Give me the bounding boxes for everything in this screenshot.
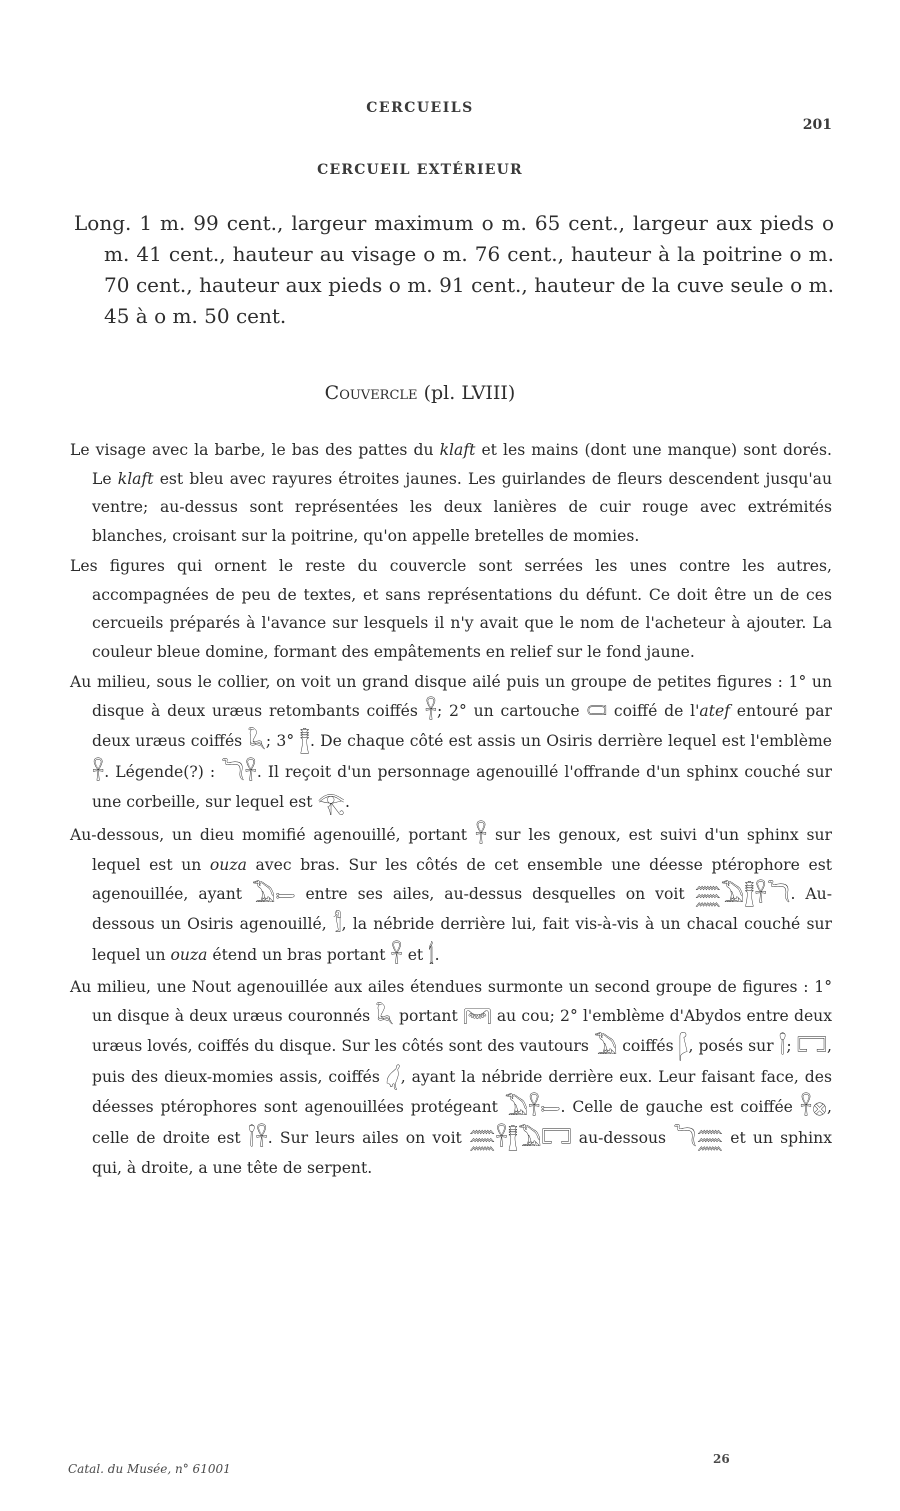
text-run: . (434, 945, 440, 964)
text-run: . Sur leurs ailes on voit (267, 1128, 469, 1147)
text-run: . Il reçoit d'un personnage agenouillé l'offrande d'un sphinx couché sur une corbeille, sur lequel est (92, 762, 833, 811)
italic-term: ouza (209, 856, 247, 874)
hieroglyph-legend-icon: 𓆓𓋹 (221, 760, 257, 786)
hieroglyph-below-icon: 𓆓𓈗 (673, 1126, 724, 1152)
hieroglyph-crowned-uraeus-icon: 𓆗 (375, 1004, 394, 1030)
text-run: au-dessous (571, 1128, 674, 1147)
hieroglyph-column-icon: 𓊽 (299, 730, 310, 755)
paragraph-3 (70, 668, 832, 819)
italic-term: klaft (439, 441, 476, 459)
paragraph-1 (70, 436, 832, 550)
text-run: et les mains (dont une manque) sont dorés. Le (92, 441, 832, 488)
text-run: Au milieu, sous le collier, on voit un grand disque ailé puis un groupe de petites figures : 1° un disque à deux uræus retombants coiffés (70, 673, 832, 720)
text-run: coiffés (617, 1037, 679, 1055)
hieroglyph-emblem-icon: 𓋹 (92, 760, 105, 786)
hieroglyph-vulture-icon: 𓅐 (593, 1035, 618, 1060)
hieroglyph-pendant-icon: 𓋞 (462, 1004, 492, 1030)
text-run: , ayant la nébride derrière eux. Leur faisant face, des déesses ptérophores sont agenouillées protégeant (92, 1067, 832, 1116)
hieroglyph-perch-icon: 𓌉 (778, 1035, 787, 1060)
hieroglyph-cartouche-icon: 𓍷 (586, 699, 608, 725)
section-title: CERCUEIL EXTÉRIEUR (317, 162, 523, 178)
text-run: étend un bras portant (207, 945, 391, 964)
subheading-plate: (pl. LVIII) (423, 382, 516, 404)
paragraph-5 (70, 973, 832, 1183)
text-run: entre ses ailes, au-dessus desquelles on voit (295, 884, 695, 903)
paragraph-4 (70, 821, 832, 972)
subheading-word: Couvercle (324, 382, 418, 404)
signature-mark: 26 (713, 1452, 730, 1466)
catalogue-reference: Catal. du Musée, n° 61001 (68, 1462, 231, 1476)
hieroglyph-ankh-icon: 𓋹 (474, 823, 488, 849)
page-number: 201 (802, 117, 832, 133)
hieroglyph-crown-icon: 𓋑 (385, 1065, 401, 1091)
text-run: , celle de droite est (92, 1098, 832, 1147)
text-run: avec bras. Sur les côtés de cet ensemble une déesse ptérophore est agenouillée, ayant (92, 856, 832, 903)
hieroglyph-disk-uraei-icon: 𓋹 (424, 699, 437, 725)
text-run: , la nébride derrière lui, fait vis-à-vis à un chacal couché sur lequel un (92, 915, 832, 964)
text-run: portant (393, 1006, 463, 1025)
running-head: CERCUEILS (366, 100, 474, 116)
hieroglyph-sequence-icon: 𓈗𓅐𓊽𓋹𓆓 (694, 882, 791, 908)
hieroglyph-wings-icon: 𓈗𓋹𓊽𓅐𓉐 (468, 1126, 572, 1152)
body-text (70, 436, 832, 1185)
text-run: . Légende(?) : (104, 762, 222, 781)
hieroglyph-standard-icon: 𓉐 (796, 1035, 828, 1060)
text-run: entouré par deux uræus coiffés (92, 701, 832, 750)
text-run: . Au-dessous un Osiris agenouillé, (92, 884, 832, 933)
text-run: est bleu avec rayures étroites jaunes. Les guirlandes de fleurs descendent jusqu'au ventre; au-dessus sont représentées les deux lanières de cuir rouge avec extrémités blanches, croisant sur la poitrine, qu'on appelle bretelles de momies. (92, 469, 832, 545)
hieroglyph-was-icon: 𓌀 (428, 943, 435, 969)
hieroglyph-vulture-sign-icon: 𓅐𓍿 (252, 882, 296, 908)
text-run: Au milieu, une Nout agenouillée aux ailes étendues surmonte un second groupe de figures : 1° un disque à deux uræus couronnés (70, 978, 832, 1025)
hieroglyph-ankh-icon: 𓋹 (390, 943, 403, 969)
hieroglyph-eye-icon: 𓂀 (317, 791, 345, 816)
paragraph-2: Les figures qui ornent le reste du couvercle sont serrées les unes contre les autres, accompagnées de peu de textes, et sans représentations du défunt. Ce doit être un de ces cercueils préparés à l'avance sur lesquels il n'y avait que le nom de l'acheteur à ajouter. La couleur bleue domine, formant des empâtements en relief sur le fond jaune. (70, 557, 832, 661)
text-run: coiffé de l' (607, 701, 700, 720)
text-run: Le visage avec la barbe, le bas des pattes du (70, 441, 440, 459)
text-run: sur les genoux, est suivi d'un sphinx sur lequel est un (92, 825, 833, 874)
text-run: ; 3° (265, 732, 300, 750)
hieroglyph-coif-right-icon: 𓌉𓋹 (247, 1126, 268, 1152)
hieroglyph-feather-icon: 𓆄 (678, 1035, 689, 1060)
italic-term: atef (699, 701, 730, 720)
dimensions-block (74, 208, 834, 332)
hieroglyph-osiris-icon: 𓀾 (332, 913, 342, 938)
text-run: . De chaque côté est assis un Osiris derrière lequel est l'emblème (309, 732, 832, 750)
text-run: . Celle de gauche est coiffée (560, 1098, 800, 1116)
text-run: au cou; 2° l'emblème d'Abydos entre deux uræus lovés, coiffés du disque. Sur les côtés sont des vautours (92, 1006, 833, 1055)
subheading (0, 382, 840, 404)
text-run: . (344, 793, 350, 811)
text-run: Au-dessous, un dieu momifié agenouillé, portant (70, 825, 475, 844)
hieroglyph-protect-icon: 𓅐𓋹𓍿 (504, 1096, 561, 1121)
italic-term: ouza (170, 945, 208, 964)
text-run: , posés sur (688, 1037, 779, 1055)
italic-term: klaft (117, 469, 154, 488)
hieroglyph-uraeus-crown-icon: 𓆗 (247, 730, 266, 755)
text-run: ; (786, 1037, 797, 1055)
text-run: ; 2° un cartouche (437, 701, 587, 720)
dimensions-text: Long. 1 m. 99 cent., largeur maximum o m. 65 cent., largeur aux pieds o m. 41 cent., hauteur au visage o m. 76 cent., hauteur à la poitrine o m. 70 cent., hauteur aux pieds o m. 91 cent., hauteur de la cuve seule o m. 45 à o m. 50 cent. (74, 211, 834, 328)
text-run: et (402, 945, 429, 964)
text-run: et un sphinx qui, à droite, a une tête de serpent. (92, 1128, 832, 1177)
text-run: , puis des dieux-momies assis, coiffés (92, 1037, 832, 1086)
hieroglyph-coif-left-icon: 𓋹𓊖 (799, 1096, 828, 1121)
